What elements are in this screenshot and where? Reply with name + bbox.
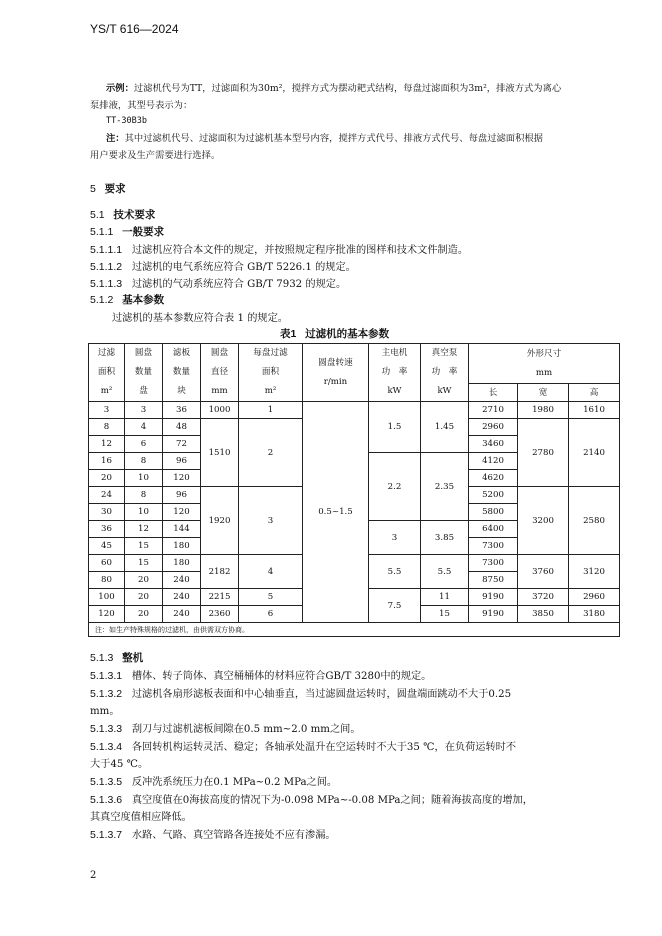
- cell-length: 8750: [469, 572, 518, 589]
- clause-number: 5.1.1.2: [90, 261, 123, 273]
- header-plate-count: 滤板 数量 块: [163, 344, 201, 402]
- section-number: 5.1.2: [90, 294, 114, 306]
- cell-pump: 2.35: [421, 453, 469, 521]
- clause-number: 5.1.3.6: [90, 794, 123, 806]
- cell-length: 9190: [469, 589, 518, 606]
- section-number: 5.1.1: [90, 226, 114, 238]
- cell-width: 3200: [518, 487, 569, 555]
- table-caption-title: 过滤机的基本参数: [305, 328, 390, 340]
- page-number: 2: [90, 870, 97, 881]
- example-line2: 泵排液，其型号表示为：: [90, 100, 193, 111]
- cell-discs: 20: [125, 572, 163, 589]
- cell-pump: 15: [421, 606, 469, 623]
- cell-width: 3760: [518, 555, 569, 589]
- cell-height: 3120: [569, 555, 620, 589]
- clause-5-1-3-4-cont: 大于45 ℃。: [90, 759, 149, 770]
- cell-plates: 240: [163, 572, 201, 589]
- cell-speed: 0.5~1.5: [303, 402, 369, 623]
- clause-5-1-1-1: [90, 241, 468, 256]
- clause-5-1-3-6: [90, 791, 533, 806]
- cell-discs: 20: [125, 589, 163, 606]
- cell-width: 3720: [518, 589, 569, 606]
- clause-5-1-1-3: [90, 275, 346, 290]
- cell-plates: 144: [163, 521, 201, 538]
- example-paragraph: [106, 80, 596, 97]
- clause-5-1-1-2: [90, 258, 356, 273]
- cell-width: 3850: [518, 606, 569, 623]
- section-number: 5: [90, 183, 96, 195]
- clause-number: 5.1.3.4: [90, 741, 123, 753]
- cell-area: 30: [89, 504, 125, 521]
- header-disc-diameter: 圆盘 直径 mm: [201, 344, 239, 402]
- cell-plates: 96: [163, 453, 201, 470]
- cell-area: 8: [89, 419, 125, 436]
- clause-number: 5.1.3.1: [90, 670, 123, 682]
- cell-area: 80: [89, 572, 125, 589]
- cell-disc-area: 5: [239, 589, 303, 606]
- cell-discs: 15: [125, 555, 163, 572]
- cell-disc-area: 4: [239, 555, 303, 589]
- example-line1: 过滤机代号为TT，过滤面积为30m²，搅拌方式为摆动耙式结构，每盘过滤面积为3m²，排液方式为离心: [133, 83, 562, 94]
- cell-area: 36: [89, 521, 125, 538]
- section-title: 一般要求: [122, 226, 165, 238]
- section-5-heading: [90, 181, 126, 196]
- cell-diameter: 1920: [201, 487, 239, 555]
- cell-motor: 5.5: [369, 555, 421, 589]
- header-length: 长: [469, 384, 518, 402]
- cell-motor: 3: [369, 521, 421, 555]
- cell-disc-area: 2: [239, 419, 303, 487]
- clause-5-1-3-6-cont: 其真空度值相应降低。: [90, 812, 192, 823]
- header-pump-power: 真空泵 功 率 kW: [421, 344, 469, 402]
- cell-width: 1980: [518, 402, 569, 419]
- clause-5-1-3-3: [90, 720, 361, 735]
- header-width: 宽: [518, 384, 569, 402]
- clause-5-1-3-5: [90, 773, 337, 788]
- clause-number: 5.1.3.5: [90, 776, 123, 788]
- clause-5-1-3-2-cont: mm。: [90, 706, 120, 717]
- section-5-1-heading: [90, 207, 155, 222]
- cell-discs: 10: [125, 504, 163, 521]
- cell-discs: 15: [125, 538, 163, 555]
- header-height: 高: [569, 384, 620, 402]
- cell-discs: 20: [125, 606, 163, 623]
- table-note: 注：如生产特殊规格的过滤机，由供需双方协商。: [89, 623, 620, 637]
- note-line1: 其中过滤机代号、过滤面积为过滤机基本型号内容，搅拌方式代号、排液方式代号、每盘过滤面积根据: [124, 133, 543, 144]
- cell-height: 2580: [569, 487, 620, 555]
- cell-area: 12: [89, 436, 125, 453]
- clause-text: 刮刀与过滤机滤板间隙在0.5 mm~2.0 mm之间。: [131, 724, 361, 735]
- clause-text: 槽体、转子筒体、真空桶桶体的材料应符合GB/T 3280中的规定。: [131, 671, 432, 682]
- header-disc-count: 圆盘 数量 盘: [125, 344, 163, 402]
- cell-plates: 48: [163, 419, 201, 436]
- clause-number: 5.1.1.3: [90, 278, 123, 290]
- cell-area: 60: [89, 555, 125, 572]
- cell-area: 24: [89, 487, 125, 504]
- clause-5-1-3-4: [90, 738, 516, 753]
- cell-diameter: 2360: [201, 606, 239, 623]
- cell-disc-area: 1: [239, 402, 303, 419]
- document-code: YS/T 616—2024: [90, 22, 179, 36]
- cell-pump: 5.5: [421, 555, 469, 589]
- clause-text: 过滤机各扇形滤板表面和中心轴垂直，当过滤圆盘运转时，圆盘端面跳动不大于0.25: [131, 689, 512, 700]
- cell-length: 2960: [469, 419, 518, 436]
- cell-discs: 10: [125, 470, 163, 487]
- cell-area: 45: [89, 538, 125, 555]
- cell-plates: 180: [163, 538, 201, 555]
- clause-number: 5.1.3.2: [90, 688, 123, 700]
- section-number: 5.1.3: [90, 652, 114, 664]
- clause-number: 5.1.3.7: [90, 829, 123, 841]
- header-dimensions: 外形尺寸 mm: [469, 344, 620, 384]
- example-label: 示例：: [106, 83, 134, 94]
- parameter-table: [88, 343, 620, 637]
- cell-length: 2710: [469, 402, 518, 419]
- cell-length: 6400: [469, 521, 518, 538]
- cell-plates: 72: [163, 436, 201, 453]
- cell-discs: 6: [125, 436, 163, 453]
- cell-height: 2140: [569, 419, 620, 487]
- cell-plates: 96: [163, 487, 201, 504]
- cell-motor: 1.5: [369, 402, 421, 453]
- cell-motor: 7.5: [369, 589, 421, 623]
- clause-5-1-3-7: [90, 826, 336, 841]
- cell-length: 9190: [469, 606, 518, 623]
- clause-text: 过滤机应符合本文件的规定，并按照规定程序批准的图样和技术文件制造。: [131, 245, 469, 256]
- cell-diameter: 1000: [201, 402, 239, 419]
- section-title: 技术要求: [113, 209, 156, 221]
- cell-discs: 8: [125, 487, 163, 504]
- cell-discs: 4: [125, 419, 163, 436]
- table-caption: [280, 326, 389, 341]
- clause-text: 水路、气路、真空管路各连接处不应有渗漏。: [131, 830, 336, 841]
- section-5-1-2-heading: [90, 292, 164, 307]
- header-row: [89, 344, 620, 384]
- table-reference-text: 过滤机的基本参数应符合表 1 的规定。: [112, 313, 288, 324]
- cell-plates: 120: [163, 504, 201, 521]
- model-code: TT-30B3b: [106, 116, 147, 126]
- cell-plates: 240: [163, 606, 201, 623]
- cell-area: 120: [89, 606, 125, 623]
- cell-area: 3: [89, 402, 125, 419]
- section-title: 整机: [122, 652, 144, 664]
- section-5-1-3-heading: [90, 650, 143, 665]
- clause-number: 5.1.3.3: [90, 723, 123, 735]
- cell-discs: 8: [125, 453, 163, 470]
- cell-area: 16: [89, 453, 125, 470]
- cell-height: 2960: [569, 589, 620, 606]
- example-note: [106, 130, 543, 147]
- cell-discs: 12: [125, 521, 163, 538]
- cell-discs: 3: [125, 402, 163, 419]
- cell-length: 5200: [469, 487, 518, 504]
- section-number: 5.1: [90, 209, 105, 221]
- clause-5-1-3-1: [90, 667, 431, 682]
- cell-pump: 11: [421, 589, 469, 606]
- cell-area: 100: [89, 589, 125, 606]
- clause-text: 过滤机的电气系统应符合 GB/T 5226.1 的规定。: [131, 262, 356, 273]
- table-row: [89, 402, 620, 419]
- cell-length: 7300: [469, 538, 518, 555]
- cell-plates: 240: [163, 589, 201, 606]
- cell-plates: 120: [163, 470, 201, 487]
- cell-pump: 3.85: [421, 521, 469, 555]
- cell-diameter: 2182: [201, 555, 239, 589]
- clause-number: 5.1.1.1: [90, 244, 123, 256]
- cell-diameter: 2215: [201, 589, 239, 606]
- section-title: 基本参数: [122, 294, 165, 306]
- cell-plates: 180: [163, 555, 201, 572]
- clause-text: 真空度值在0海拔高度的情况下为-0.098 MPa~-0.08 MPa之间；随着海拔高度的增加，: [131, 795, 533, 806]
- cell-height: 1610: [569, 402, 620, 419]
- cell-area: 20: [89, 470, 125, 487]
- note-label: 注：: [106, 133, 125, 144]
- clause-text: 反冲洗系统压力在0.1 MPa~0.2 MPa之间。: [131, 777, 338, 788]
- table-caption-number: 表1: [280, 328, 297, 340]
- cell-height: 3180: [569, 606, 620, 623]
- section-5-1-1-heading: [90, 224, 164, 239]
- cell-length: 4620: [469, 470, 518, 487]
- cell-pump: 1.45: [421, 402, 469, 453]
- note-line2: 用户要求及生产需要进行选择。: [90, 150, 221, 161]
- clause-text: 过滤机的气动系统应符合 GB/T 7932 的规定。: [131, 279, 347, 290]
- cell-length: 4120: [469, 453, 518, 470]
- cell-disc-area: 6: [239, 606, 303, 623]
- cell-width: 2780: [518, 419, 569, 487]
- header-speed: 圆盘转速 r/min: [303, 344, 369, 402]
- clause-5-1-3-2: [90, 685, 511, 700]
- cell-diameter: 1510: [201, 419, 239, 487]
- header-area: 过滤 面积 m²: [89, 344, 125, 402]
- section-title: 要求: [104, 183, 126, 195]
- header-motor-power: 主电机 功 率 kW: [369, 344, 421, 402]
- header-disc-area: 每盘过滤 面积 m²: [239, 344, 303, 402]
- table-note-row: [89, 623, 620, 637]
- cell-length: 3460: [469, 436, 518, 453]
- cell-plates: 36: [163, 402, 201, 419]
- cell-length: 7300: [469, 555, 518, 572]
- clause-text: 各回转机构运转灵活、稳定；各轴承处温升在空运转时不大于35 ℃，在负荷运转时不: [131, 742, 517, 753]
- cell-length: 5800: [469, 504, 518, 521]
- cell-motor: 2.2: [369, 453, 421, 521]
- cell-disc-area: 3: [239, 487, 303, 555]
